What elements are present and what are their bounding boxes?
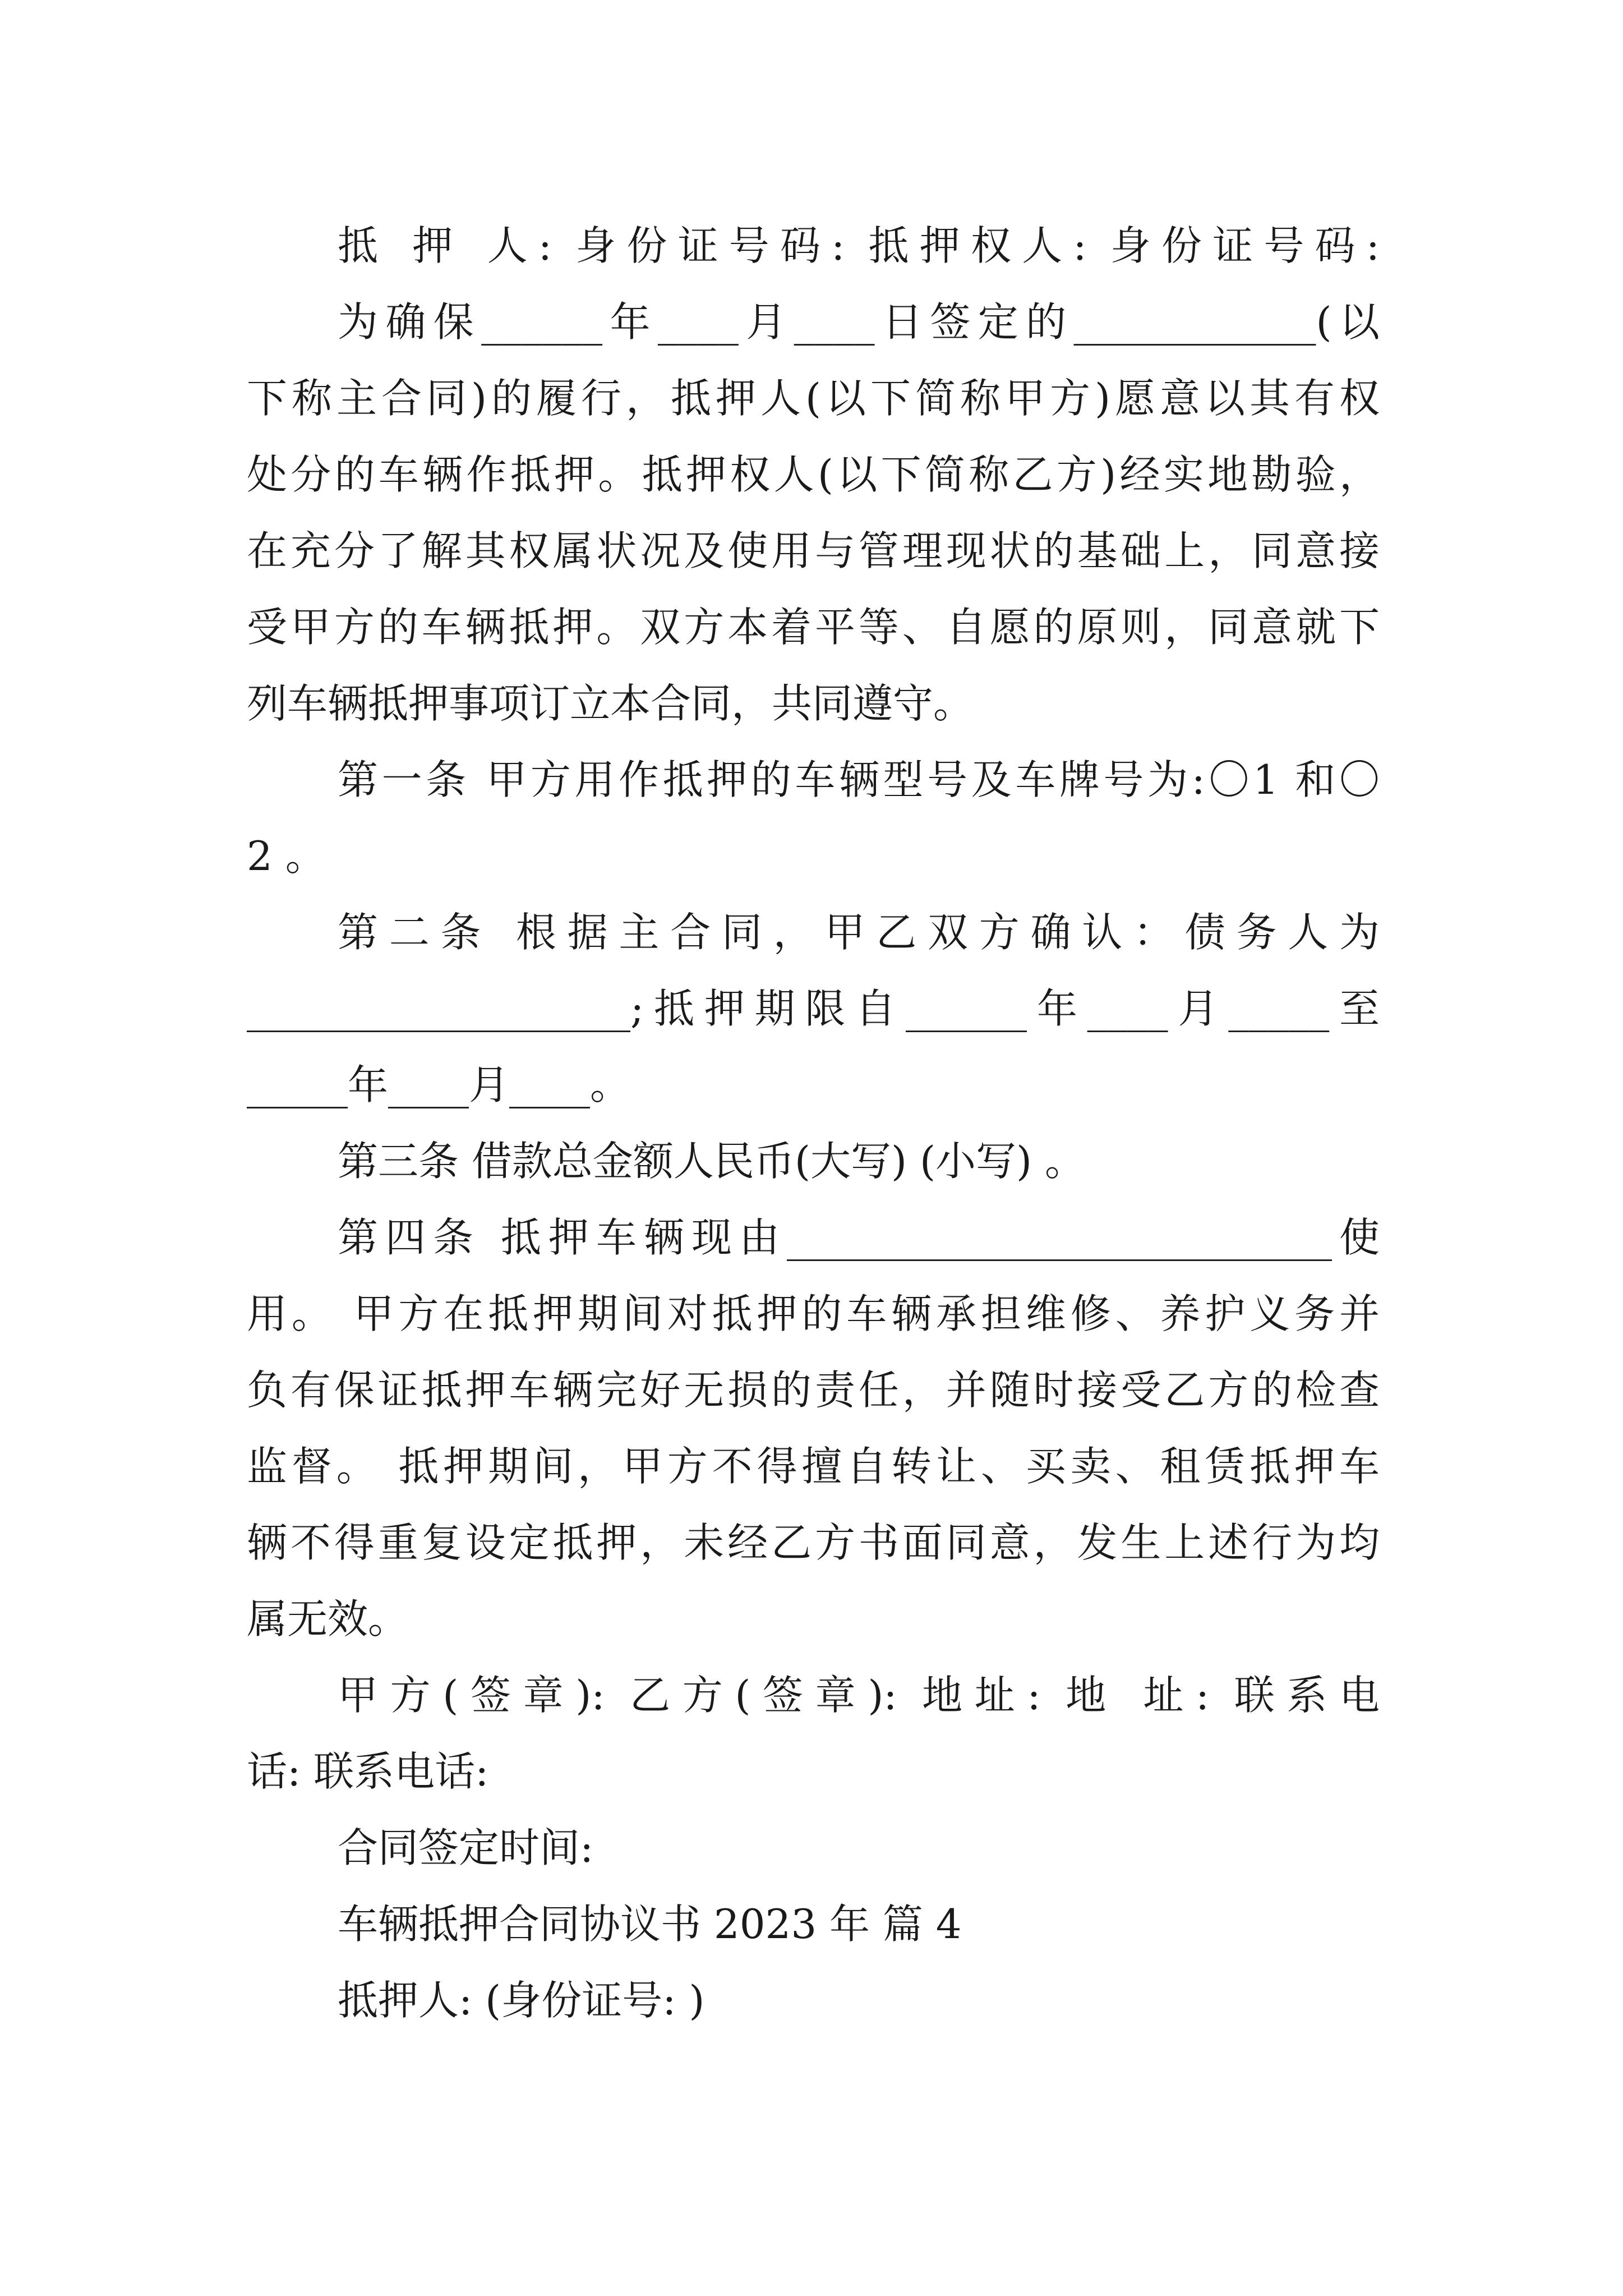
article-4-line: 监督。 抵押期间，甲方不得擅自转让、买卖、租赁抵押车: [247, 1443, 1380, 1490]
mortgagor-id-line: 抵押人: (身份证号: ): [338, 1977, 705, 2024]
signature-line: 甲方(签章): 乙方(签章): 地址: 地 址: 联系电: [338, 1672, 1380, 1719]
article-1-line-end: 2 。: [247, 832, 326, 880]
article-4-line: 用。 甲方在抵押期间对抵押的车辆承担维修、养护义务并: [247, 1290, 1380, 1337]
text-line-mortgagor-header: 抵 押 人: 身份证号码: 抵押权人: 身份证号码:: [338, 222, 1380, 269]
article-2-line: ___________________;抵押期限自______年____月_____至: [247, 985, 1380, 1032]
text-line: 在充分了解其权属状况及使用与管理现状的基础上，同意接: [247, 527, 1380, 574]
text-line: 受甲方的车辆抵押。双方本着平等、自愿的原则，同意就下: [247, 604, 1380, 651]
article-4-line: 辆不得重复设定抵押，未经乙方书面同意，发生上述行为均: [247, 1519, 1380, 1566]
contract-date-line: 合同签定时间:: [338, 1824, 594, 1871]
section-heading: 车辆抵押合同协议书 2023 年 篇 4: [338, 1901, 962, 1948]
article-2-line-end: _____年____月____。: [247, 1061, 630, 1108]
article-4-line-end: 属无效。: [247, 1595, 409, 1642]
text-line: 列车辆抵押事项订立本合同，共同遵守。: [247, 680, 974, 727]
article-1-line: 第一条 甲方用作抵押的车辆型号及车牌号为:〇1 和〇: [338, 756, 1380, 803]
article-2-line: 第二条 根据主合同，甲乙双方确认：债务人为: [338, 909, 1380, 956]
text-line: 处分的车辆作抵押。抵押权人(以下简称乙方)经实地勘验，: [247, 451, 1380, 498]
signature-line-end: 话: 联系电话:: [247, 1748, 489, 1795]
article-4-line: 负有保证抵押车辆完好无损的责任，并随时接受乙方的检查: [247, 1366, 1380, 1414]
text-line: 下称主合同)的履行，抵押人(以下简称甲方)愿意以其有权: [247, 375, 1380, 422]
text-line-contract-intro: 为确保______年____月____日签定的____________(以: [338, 298, 1380, 346]
article-3-line: 第三条 借款总金额人民币(大写) (小写) 。: [338, 1138, 1086, 1185]
article-4-line: 第四条 抵押车辆现由___________________________使: [338, 1214, 1380, 1261]
